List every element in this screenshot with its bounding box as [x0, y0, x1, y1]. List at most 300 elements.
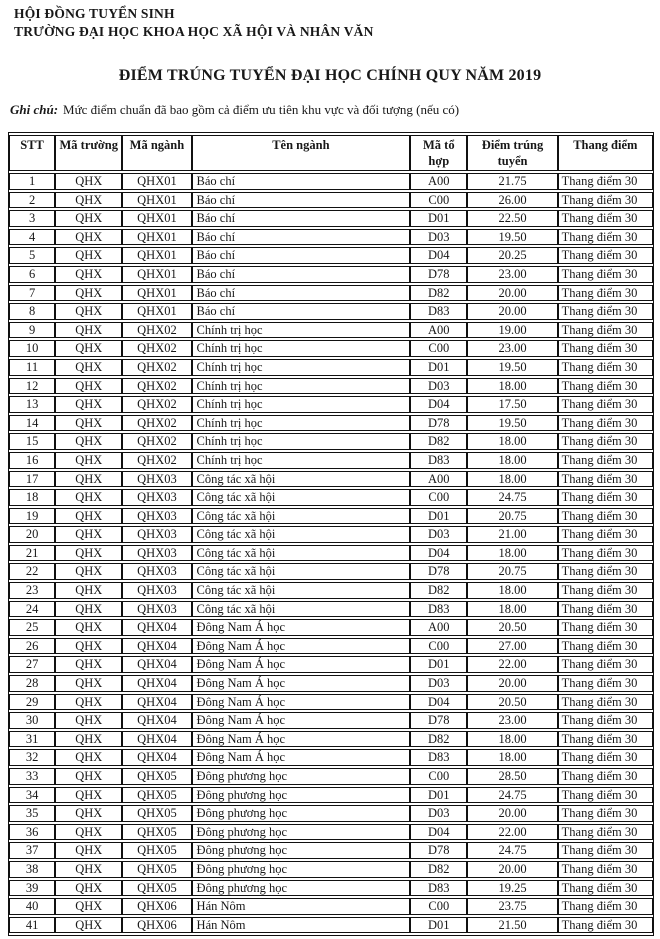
cell-stt: 19 — [9, 508, 55, 525]
cell-diem-trung-tuyen: 18.00 — [467, 545, 557, 562]
cell-thang-diem: Thang điểm 30 — [558, 768, 653, 785]
cell-stt: 3 — [9, 210, 55, 227]
cell-diem-trung-tuyen: 20.00 — [467, 861, 557, 878]
cell-thang-diem: Thang điểm 30 — [558, 694, 653, 711]
cell-ma-truong: QHX — [55, 842, 122, 859]
cell-ma-nganh: QHX01 — [122, 210, 191, 227]
cell-ma-to-hop: D82 — [410, 285, 467, 302]
cell-ten-nganh: Công tác xã hội — [192, 545, 411, 562]
cell-stt: 6 — [9, 266, 55, 283]
table-row — [9, 489, 653, 506]
cell-ma-to-hop: D04 — [410, 396, 467, 413]
cell-diem-trung-tuyen: 21.75 — [467, 173, 557, 190]
cell-diem-trung-tuyen: 21.00 — [467, 526, 557, 543]
cell-thang-diem: Thang điểm 30 — [558, 880, 653, 897]
cell-ma-to-hop: D03 — [410, 526, 467, 543]
cell-ma-truong: QHX — [55, 656, 122, 673]
table-row — [9, 638, 653, 655]
cell-thang-diem: Thang điểm 30 — [558, 340, 653, 357]
cell-diem-trung-tuyen: 19.50 — [467, 415, 557, 432]
cell-ten-nganh: Công tác xã hội — [192, 471, 411, 488]
table-row — [9, 545, 653, 562]
cell-ma-truong: QHX — [55, 694, 122, 711]
table-row — [9, 452, 653, 469]
cell-ma-nganh: QHX03 — [122, 601, 191, 618]
cell-ma-nganh: QHX02 — [122, 415, 191, 432]
cell-stt: 30 — [9, 712, 55, 729]
cell-ten-nganh: Chính trị học — [192, 396, 411, 413]
cell-ma-to-hop: D04 — [410, 824, 467, 841]
cell-thang-diem: Thang điểm 30 — [558, 433, 653, 450]
cell-ma-to-hop: D01 — [410, 917, 467, 934]
cell-thang-diem: Thang điểm 30 — [558, 805, 653, 822]
cell-ma-nganh: QHX01 — [122, 285, 191, 302]
cell-ma-nganh: QHX05 — [122, 768, 191, 785]
cell-ma-nganh: QHX04 — [122, 638, 191, 655]
cell-ten-nganh: Chính trị học — [192, 378, 411, 395]
cell-ma-nganh: QHX01 — [122, 266, 191, 283]
cell-thang-diem: Thang điểm 30 — [558, 582, 653, 599]
column-header-thang-diem: Thang điểm — [558, 135, 653, 171]
cell-ma-truong: QHX — [55, 303, 122, 320]
cell-stt: 40 — [9, 898, 55, 915]
cell-stt: 11 — [9, 359, 55, 376]
cell-ma-to-hop: D78 — [410, 712, 467, 729]
cell-ma-to-hop: A00 — [410, 619, 467, 636]
cell-ma-to-hop: D03 — [410, 675, 467, 692]
cell-ma-to-hop: D01 — [410, 787, 467, 804]
cell-ma-to-hop: D82 — [410, 861, 467, 878]
cell-ma-to-hop: D78 — [410, 415, 467, 432]
table-row — [9, 471, 653, 488]
cell-diem-trung-tuyen: 23.75 — [467, 898, 557, 915]
table-row — [9, 768, 653, 785]
cell-thang-diem: Thang điểm 30 — [558, 917, 653, 934]
cell-diem-trung-tuyen: 20.00 — [467, 805, 557, 822]
cell-stt: 18 — [9, 489, 55, 506]
cell-thang-diem: Thang điểm 30 — [558, 712, 653, 729]
cell-diem-trung-tuyen: 24.75 — [467, 787, 557, 804]
cell-ten-nganh: Công tác xã hội — [192, 582, 411, 599]
cell-ma-to-hop: D82 — [410, 433, 467, 450]
cell-ma-nganh: QHX05 — [122, 824, 191, 841]
table-row — [9, 749, 653, 766]
cell-thang-diem: Thang điểm 30 — [558, 322, 653, 339]
cell-diem-trung-tuyen: 24.75 — [467, 842, 557, 859]
cell-stt: 21 — [9, 545, 55, 562]
cell-ma-to-hop: D83 — [410, 452, 467, 469]
page-title: ĐIỂM TRÚNG TUYỂN ĐẠI HỌC CHÍNH QUY NĂM 2019 — [118, 67, 542, 84]
cell-ma-truong: QHX — [55, 805, 122, 822]
cell-diem-trung-tuyen: 20.75 — [467, 563, 557, 580]
cell-ten-nganh: Đông Nam Á học — [192, 712, 411, 729]
table-row — [9, 619, 653, 636]
table-row — [9, 824, 653, 841]
cell-ten-nganh: Báo chí — [192, 192, 411, 209]
cell-ma-to-hop: D01 — [410, 359, 467, 376]
cell-thang-diem: Thang điểm 30 — [558, 415, 653, 432]
column-header-diem-trung-tuyen: Điểm trúng tuyển — [467, 135, 557, 171]
cell-diem-trung-tuyen: 23.00 — [467, 712, 557, 729]
cell-ma-truong: QHX — [55, 489, 122, 506]
cell-ma-truong: QHX — [55, 508, 122, 525]
cell-stt: 29 — [9, 694, 55, 711]
cell-diem-trung-tuyen: 24.75 — [467, 489, 557, 506]
cell-ten-nganh: Đông Nam Á học — [192, 619, 411, 636]
cell-ma-truong: QHX — [55, 210, 122, 227]
cell-ma-nganh: QHX03 — [122, 526, 191, 543]
table-row — [9, 917, 653, 934]
cell-ten-nganh: Chính trị học — [192, 433, 411, 450]
cell-thang-diem: Thang điểm 30 — [558, 396, 653, 413]
cell-ten-nganh: Công tác xã hội — [192, 601, 411, 618]
cell-ma-truong: QHX — [55, 192, 122, 209]
cell-thang-diem: Thang điểm 30 — [558, 266, 653, 283]
cell-ma-to-hop: D83 — [410, 749, 467, 766]
cell-thang-diem: Thang điểm 30 — [558, 471, 653, 488]
cell-thang-diem: Thang điểm 30 — [558, 638, 653, 655]
cell-ma-nganh: QHX03 — [122, 471, 191, 488]
cell-ma-truong: QHX — [55, 917, 122, 934]
cell-ma-nganh: QHX04 — [122, 675, 191, 692]
table-row — [9, 210, 653, 227]
cell-ma-nganh: QHX03 — [122, 545, 191, 562]
table-row — [9, 229, 653, 246]
cell-ma-nganh: QHX01 — [122, 192, 191, 209]
cell-thang-diem: Thang điểm 30 — [558, 563, 653, 580]
cell-ma-truong: QHX — [55, 285, 122, 302]
column-header-ten-nganh: Tên ngành — [192, 135, 411, 171]
cell-ma-truong: QHX — [55, 731, 122, 748]
cell-diem-trung-tuyen: 18.00 — [467, 433, 557, 450]
cell-thang-diem: Thang điểm 30 — [558, 842, 653, 859]
cell-ten-nganh: Đông phương học — [192, 861, 411, 878]
cell-ten-nganh: Công tác xã hội — [192, 508, 411, 525]
org-header — [0, 0, 660, 41]
cell-ma-truong: QHX — [55, 675, 122, 692]
cell-ma-truong: QHX — [55, 582, 122, 599]
table-row — [9, 322, 653, 339]
cell-ma-to-hop: D01 — [410, 656, 467, 673]
cell-ten-nganh: Chính trị học — [192, 415, 411, 432]
table-row — [9, 842, 653, 859]
cell-ten-nganh: Đông phương học — [192, 805, 411, 822]
table-row — [9, 675, 653, 692]
cell-thang-diem: Thang điểm 30 — [558, 229, 653, 246]
cell-thang-diem: Thang điểm 30 — [558, 675, 653, 692]
cell-ten-nganh: Đông phương học — [192, 842, 411, 859]
cell-diem-trung-tuyen: 28.50 — [467, 768, 557, 785]
cell-ten-nganh: Đông Nam Á học — [192, 656, 411, 673]
cell-thang-diem: Thang điểm 30 — [558, 489, 653, 506]
cell-ma-nganh: QHX03 — [122, 489, 191, 506]
cell-diem-trung-tuyen: 18.00 — [467, 749, 557, 766]
cell-ma-truong: QHX — [55, 824, 122, 841]
cell-ma-to-hop: A00 — [410, 471, 467, 488]
cell-diem-trung-tuyen: 23.00 — [467, 266, 557, 283]
cell-thang-diem: Thang điểm 30 — [558, 526, 653, 543]
cell-ma-truong: QHX — [55, 340, 122, 357]
cell-thang-diem: Thang điểm 30 — [558, 378, 653, 395]
cell-ma-nganh: QHX04 — [122, 656, 191, 673]
cell-ma-truong: QHX — [55, 861, 122, 878]
cell-stt: 13 — [9, 396, 55, 413]
cell-stt: 36 — [9, 824, 55, 841]
cell-stt: 16 — [9, 452, 55, 469]
cell-ten-nganh: Đông Nam Á học — [192, 749, 411, 766]
cell-ma-nganh: QHX03 — [122, 563, 191, 580]
cell-diem-trung-tuyen: 19.25 — [467, 880, 557, 897]
cell-ma-to-hop: D78 — [410, 563, 467, 580]
cell-ma-truong: QHX — [55, 545, 122, 562]
cell-ma-truong: QHX — [55, 471, 122, 488]
cell-ma-to-hop: C00 — [410, 192, 467, 209]
cell-stt: 14 — [9, 415, 55, 432]
cell-stt: 4 — [9, 229, 55, 246]
cell-ma-nganh: QHX05 — [122, 880, 191, 897]
column-header-ma-to-hop: Mã tổ hợp — [410, 135, 467, 171]
cell-ma-nganh: QHX04 — [122, 749, 191, 766]
cell-thang-diem: Thang điểm 30 — [558, 210, 653, 227]
cell-thang-diem: Thang điểm 30 — [558, 545, 653, 562]
cell-thang-diem: Thang điểm 30 — [558, 452, 653, 469]
cell-diem-trung-tuyen: 20.00 — [467, 285, 557, 302]
cell-ma-nganh: QHX02 — [122, 359, 191, 376]
table-row — [9, 247, 653, 264]
cell-ma-nganh: QHX03 — [122, 582, 191, 599]
cell-ma-to-hop: D03 — [410, 805, 467, 822]
cell-ma-to-hop: D83 — [410, 880, 467, 897]
cell-diem-trung-tuyen: 18.00 — [467, 378, 557, 395]
table-row — [9, 285, 653, 302]
cell-ma-truong: QHX — [55, 619, 122, 636]
cell-ma-to-hop: D03 — [410, 378, 467, 395]
cell-ma-to-hop: D82 — [410, 582, 467, 599]
cell-diem-trung-tuyen: 27.00 — [467, 638, 557, 655]
cell-diem-trung-tuyen: 20.00 — [467, 303, 557, 320]
cell-ma-truong: QHX — [55, 880, 122, 897]
cell-diem-trung-tuyen: 21.50 — [467, 917, 557, 934]
table-row — [9, 192, 653, 209]
cell-ma-nganh: QHX05 — [122, 861, 191, 878]
cell-ma-to-hop: C00 — [410, 340, 467, 357]
cell-diem-trung-tuyen: 20.00 — [467, 675, 557, 692]
column-header-ma-truong: Mã trường — [55, 135, 122, 171]
cell-ten-nganh: Công tác xã hội — [192, 526, 411, 543]
admission-scores-table — [8, 132, 654, 936]
org-line-council: HỘI ĐỒNG TUYỂN SINH — [14, 6, 175, 21]
cell-thang-diem: Thang điểm 30 — [558, 749, 653, 766]
cell-stt: 39 — [9, 880, 55, 897]
cell-ten-nganh: Báo chí — [192, 303, 411, 320]
cell-ten-nganh: Đông phương học — [192, 880, 411, 897]
cell-ma-nganh: QHX02 — [122, 433, 191, 450]
cell-thang-diem: Thang điểm 30 — [558, 192, 653, 209]
cell-ma-to-hop: D78 — [410, 842, 467, 859]
note-label: Ghi chú: — [10, 102, 59, 117]
cell-ma-nganh: QHX02 — [122, 378, 191, 395]
cell-ma-truong: QHX — [55, 322, 122, 339]
table-row — [9, 861, 653, 878]
cell-ma-to-hop: C00 — [410, 768, 467, 785]
table-row — [9, 582, 653, 599]
cell-ma-nganh: QHX06 — [122, 898, 191, 915]
cell-diem-trung-tuyen: 18.00 — [467, 471, 557, 488]
cell-ten-nganh: Hán Nôm — [192, 898, 411, 915]
table-row — [9, 880, 653, 897]
cell-ma-nganh: QHX01 — [122, 247, 191, 264]
cell-ma-nganh: QHX06 — [122, 917, 191, 934]
cell-ma-nganh: QHX02 — [122, 452, 191, 469]
cell-ma-to-hop: D03 — [410, 229, 467, 246]
cell-ten-nganh: Chính trị học — [192, 340, 411, 357]
cell-ma-truong: QHX — [55, 415, 122, 432]
cell-ten-nganh: Đông phương học — [192, 824, 411, 841]
cell-diem-trung-tuyen: 26.00 — [467, 192, 557, 209]
table-row — [9, 340, 653, 357]
table-row — [9, 433, 653, 450]
cell-ma-nganh: QHX05 — [122, 787, 191, 804]
cell-diem-trung-tuyen: 19.50 — [467, 359, 557, 376]
cell-diem-trung-tuyen: 17.50 — [467, 396, 557, 413]
cell-ma-to-hop: D01 — [410, 508, 467, 525]
table-row — [9, 563, 653, 580]
column-header-stt: STT — [9, 135, 55, 171]
cell-diem-trung-tuyen: 20.25 — [467, 247, 557, 264]
cell-diem-trung-tuyen: 19.00 — [467, 322, 557, 339]
cell-ma-truong: QHX — [55, 601, 122, 618]
cell-diem-trung-tuyen: 22.00 — [467, 824, 557, 841]
cell-ma-truong: QHX — [55, 266, 122, 283]
cell-ten-nganh: Báo chí — [192, 210, 411, 227]
cell-stt: 20 — [9, 526, 55, 543]
table-row — [9, 731, 653, 748]
cell-ma-nganh: QHX02 — [122, 340, 191, 357]
org-line-university: TRƯỜNG ĐẠI HỌC KHOA HỌC XÃ HỘI VÀ NHÂN VĂN — [14, 24, 374, 39]
cell-ma-nganh: QHX04 — [122, 731, 191, 748]
cell-ten-nganh: Chính trị học — [192, 452, 411, 469]
cell-diem-trung-tuyen: 18.00 — [467, 731, 557, 748]
cell-ma-nganh: QHX04 — [122, 712, 191, 729]
cell-ma-to-hop: C00 — [410, 489, 467, 506]
cell-ma-nganh: QHX05 — [122, 805, 191, 822]
cell-diem-trung-tuyen: 18.00 — [467, 452, 557, 469]
cell-ma-truong: QHX — [55, 749, 122, 766]
cell-stt: 5 — [9, 247, 55, 264]
cell-ma-truong: QHX — [55, 768, 122, 785]
cell-stt: 34 — [9, 787, 55, 804]
table-row — [9, 359, 653, 376]
cell-ma-to-hop: D04 — [410, 694, 467, 711]
cell-ten-nganh: Đông Nam Á học — [192, 731, 411, 748]
table-row — [9, 378, 653, 395]
cell-ma-nganh: QHX01 — [122, 229, 191, 246]
cell-diem-trung-tuyen: 18.00 — [467, 582, 557, 599]
cell-ma-truong: QHX — [55, 173, 122, 190]
cell-ten-nganh: Chính trị học — [192, 322, 411, 339]
table-row — [9, 787, 653, 804]
table-row — [9, 805, 653, 822]
cell-ten-nganh: Báo chí — [192, 173, 411, 190]
cell-diem-trung-tuyen: 22.50 — [467, 210, 557, 227]
cell-ma-truong: QHX — [55, 898, 122, 915]
cell-ma-truong: QHX — [55, 359, 122, 376]
cell-ten-nganh: Chính trị học — [192, 359, 411, 376]
table-body — [9, 173, 653, 933]
cell-ma-nganh: QHX04 — [122, 694, 191, 711]
cell-ten-nganh: Công tác xã hội — [192, 563, 411, 580]
cell-thang-diem: Thang điểm 30 — [558, 787, 653, 804]
cell-diem-trung-tuyen: 18.00 — [467, 601, 557, 618]
cell-ma-nganh: QHX02 — [122, 322, 191, 339]
cell-thang-diem: Thang điểm 30 — [558, 359, 653, 376]
cell-diem-trung-tuyen: 19.50 — [467, 229, 557, 246]
table-row — [9, 303, 653, 320]
cell-stt: 32 — [9, 749, 55, 766]
cell-ma-nganh: QHX03 — [122, 508, 191, 525]
table-row — [9, 526, 653, 543]
cell-ma-nganh: QHX02 — [122, 396, 191, 413]
cell-stt: 37 — [9, 842, 55, 859]
cell-ma-to-hop: C00 — [410, 638, 467, 655]
cell-stt: 23 — [9, 582, 55, 599]
cell-stt: 9 — [9, 322, 55, 339]
cell-thang-diem: Thang điểm 30 — [558, 861, 653, 878]
cell-stt: 25 — [9, 619, 55, 636]
cell-ma-to-hop: D83 — [410, 601, 467, 618]
cell-thang-diem: Thang điểm 30 — [558, 731, 653, 748]
cell-stt: 35 — [9, 805, 55, 822]
cell-stt: 38 — [9, 861, 55, 878]
cell-ma-truong: QHX — [55, 638, 122, 655]
cell-stt: 15 — [9, 433, 55, 450]
cell-stt: 33 — [9, 768, 55, 785]
note-text: Mức điểm chuẩn đã bao gồm cả điểm ưu tiên khu vực và đối tượng (nếu có) — [63, 102, 460, 117]
cell-ma-truong: QHX — [55, 433, 122, 450]
cell-ma-to-hop: D78 — [410, 266, 467, 283]
cell-ten-nganh: Đông Nam Á học — [192, 694, 411, 711]
cell-thang-diem: Thang điểm 30 — [558, 898, 653, 915]
cell-stt: 1 — [9, 173, 55, 190]
table-row — [9, 712, 653, 729]
cell-stt: 8 — [9, 303, 55, 320]
cell-ma-nganh: QHX04 — [122, 619, 191, 636]
cell-thang-diem: Thang điểm 30 — [558, 508, 653, 525]
cell-stt: 28 — [9, 675, 55, 692]
cell-ten-nganh: Đông phương học — [192, 768, 411, 785]
cell-ma-nganh: QHX01 — [122, 303, 191, 320]
cell-ten-nganh: Hán Nôm — [192, 917, 411, 934]
cell-ma-truong: QHX — [55, 563, 122, 580]
cell-ma-truong: QHX — [55, 229, 122, 246]
cell-ten-nganh: Báo chí — [192, 247, 411, 264]
table-row — [9, 415, 653, 432]
cell-stt: 41 — [9, 917, 55, 934]
cell-thang-diem: Thang điểm 30 — [558, 656, 653, 673]
cell-ten-nganh: Đông Nam Á học — [192, 638, 411, 655]
cell-thang-diem: Thang điểm 30 — [558, 173, 653, 190]
cell-stt: 31 — [9, 731, 55, 748]
cell-thang-diem: Thang điểm 30 — [558, 285, 653, 302]
table-row — [9, 694, 653, 711]
cell-ma-truong: QHX — [55, 452, 122, 469]
cell-diem-trung-tuyen: 22.00 — [467, 656, 557, 673]
cell-ma-to-hop: C00 — [410, 898, 467, 915]
cell-stt: 2 — [9, 192, 55, 209]
cell-ma-to-hop: A00 — [410, 322, 467, 339]
note-line — [10, 102, 650, 118]
cell-ma-truong: QHX — [55, 396, 122, 413]
